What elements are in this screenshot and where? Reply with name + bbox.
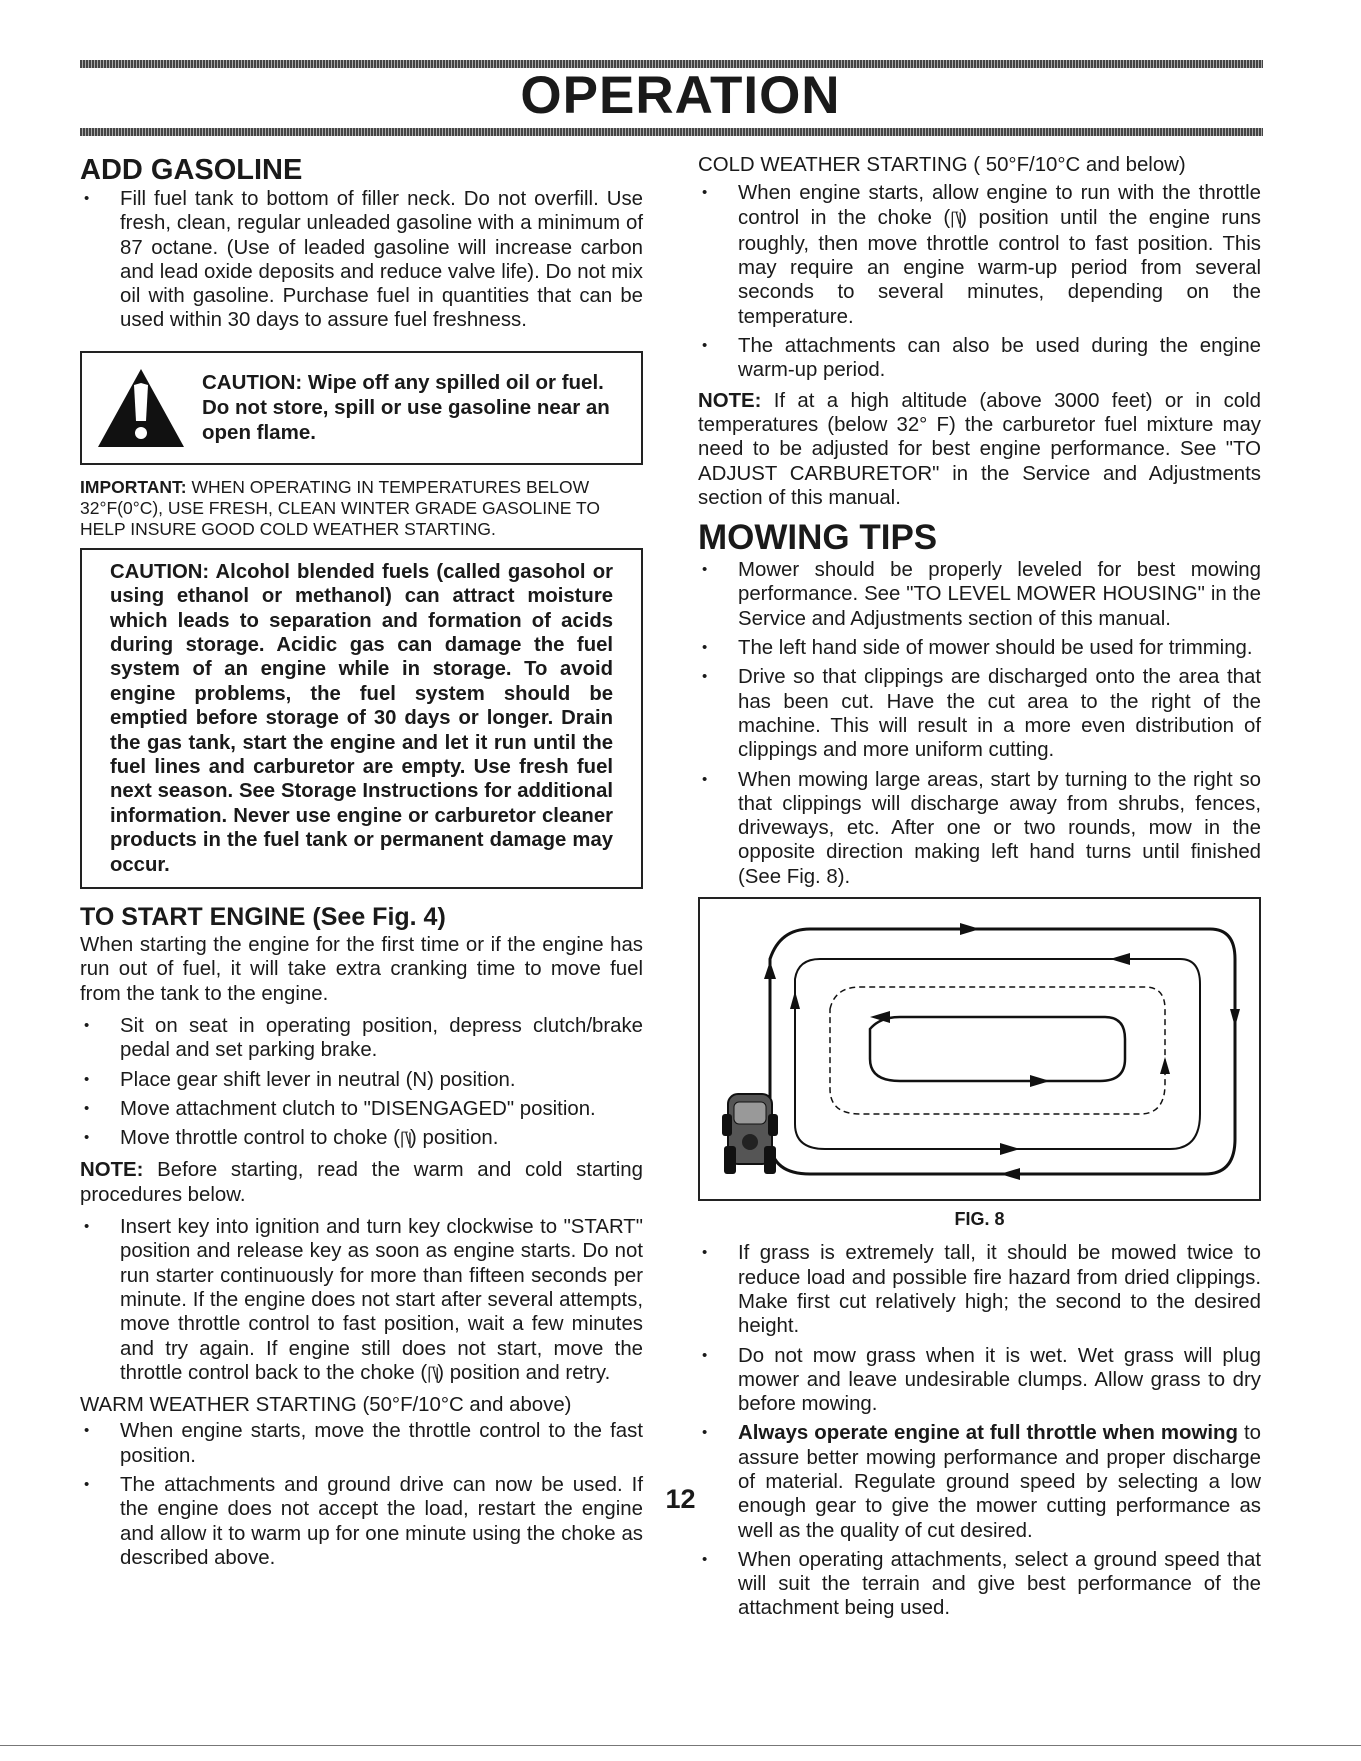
list-item: • Place gear shift lever in neutral (N) position. (80, 1068, 643, 1092)
caution-box-alcohol: CAUTION: Alcohol blended fuels (called gasohol or using ethanol or methanol) can attract moisture which leads to separation and formation of acids during storage. Acidic gas can damage the fuel system of an engine while in storage. To avoid engine problems, the fuel system should be emptied before storage of 30 days or longer. Drain the gas tank, start the engine and let it run until the fuel lines and carburetor are empty. Use fresh fuel next season. See Storage Instructions for additional information. Never use engine or carburetor cleaner products in the fuel tank or permanent damage may occur. (80, 548, 643, 889)
list-item: • When engine starts, move the throttle control to the fast position. (80, 1419, 643, 1468)
warm-weather-heading: WARM WEATHER STARTING (50°F/10°C and above) (80, 1394, 572, 1417)
figure-caption: FIG. 8 (954, 1209, 1005, 1230)
start-engine-intro: When starting the engine for the first time or if the engine has run out of fuel, it will take extra cranking time to move fuel from the tank to the engine. (80, 934, 643, 1005)
step-text: ) position. (410, 1127, 499, 1150)
key-step-list (80, 1215, 643, 1387)
right-column (698, 153, 1261, 1627)
page-number: 12 (665, 1484, 696, 1514)
list-item (80, 1126, 643, 1152)
list-item (698, 1421, 1261, 1542)
important-label: IMPORTANT: (80, 476, 187, 497)
bold-tip-text: Always operate engine at full throttle when mowing (738, 1422, 1238, 1445)
note-text: Before starting, read the warm and cold starting procedures below. (80, 1159, 643, 1206)
list-item: • The attachments can also be used during the engine warm-up period. (698, 334, 1261, 383)
add-gasoline-list (80, 187, 643, 333)
step-text: When engine starts, allow engine to run with the throttle control in the choke ( (738, 182, 1261, 229)
choke-symbol-icon: |‾\| (950, 210, 961, 228)
cold-weather-steps (698, 181, 1261, 382)
figure-8-box (698, 897, 1261, 1201)
list-item (80, 1215, 643, 1387)
start-note (80, 1158, 643, 1207)
note-text: If at a high altitude (above 3000 feet) or in cold temperatures (below 32° F) the carburetor fuel mixture may need to be adjusted for best engine performance. See "TO ADJUST CARBURETOR" in the Service and Adjustments section of this manual. (698, 389, 1261, 509)
note-label: NOTE: (698, 389, 762, 412)
list-item: • Move attachment clutch to "DISENGAGED" position. (80, 1097, 643, 1121)
list-item: • When operating attachments, select a ground speed that will suit the terrain and give best performance of the attachment being used. (698, 1548, 1261, 1621)
note-label: NOTE: (80, 1159, 144, 1182)
mowing-tips-list (698, 558, 1261, 889)
choke-symbol-icon: |‾\| (427, 1365, 438, 1383)
mowing-tips-heading: MOWING TIPS (698, 518, 938, 558)
left-column (80, 153, 643, 1576)
list-item: • If grass is extremely tall, it should be mowed twice to reduce load and possible fire hazard from dried clippings. Make first cut relatively high; the second to the desired height. (698, 1241, 1261, 1338)
start-engine-heading: TO START ENGINE (See Fig. 4) (80, 903, 446, 932)
step-text: ) position and retry. (437, 1361, 611, 1384)
add-gasoline-heading: ADD GASOLINE (80, 154, 303, 186)
list-item: • Drive so that clippings are discharged onto the area that has been cut. Have the cut area to the right of the machine. This will result in a more even distribution of clippings and more uniform cutting. (698, 665, 1261, 762)
tip-text: to assure better mowing performance and proper discharge of material. Regulate ground speed by selecting a low enough gear to give the mower cutting performance as well as the quality of cut desired. (738, 1422, 1261, 1542)
list-item: • The left hand side of mower should be used for trimming. (698, 636, 1261, 660)
important-text: WHEN OPERATING IN TEMPERATURES BELOW 32°F(0°C), USE FRESH, CLEAN WINTER GRADE GASOLINE TO HELP INSURE GOOD COLD WEATHER STARTING. (80, 476, 600, 539)
step-text: Move throttle control to choke ( (120, 1127, 400, 1150)
list-item (698, 181, 1261, 329)
list-item: • Fill fuel tank to bottom of filler neck. Do not overfill. Use fresh, clean, regular unleaded gasoline with a minimum of 87 octane. (Use of leaded gasoline will increase carbon and lead oxide deposits and reduce valve life). Do not mix oil with gasoline. Purchase fuel in quantities that can be used within 30 days to assure fuel freshness. (80, 187, 643, 333)
start-engine-steps (80, 1014, 643, 1152)
mowing-pattern-diagram (700, 899, 1263, 1199)
list-item: • The attachments and ground drive can now be used. If the engine does not accept the load, restart the engine and allow it to warm up for one minute using the choke as described above. (80, 1473, 643, 1570)
riding-mower-icon (720, 1084, 780, 1179)
list-item: • Mower should be properly leveled for best mowing performance. See "TO LEVEL MOWER HOUSING" in the Service and Adjustments section of this manual. (698, 558, 1261, 631)
page-title: OPERATION (520, 66, 841, 125)
mowing-tips-list-2 (698, 1241, 1261, 1620)
footer-rule (0, 1745, 1361, 1746)
cold-weather-heading: COLD WEATHER STARTING ( 50°F/10°C and below) (698, 154, 1186, 176)
header-rule-bottom (80, 128, 1263, 136)
step-text: ) position until the engine runs roughly, then move throttle control to fast position. This may require an engine warm-up period from several seconds to several minutes, depending on the temperature. (738, 206, 1261, 328)
list-item: • Do not mow grass when it is wet. Wet grass will plug mower and leave undesirable clumps. Allow grass to dry before mowing. (698, 1344, 1261, 1417)
important-notice (80, 477, 643, 540)
warning-triangle-icon (96, 367, 186, 449)
caution-box-flame (80, 351, 643, 465)
cold-note (698, 389, 1261, 510)
caution-text: CAUTION: Wipe off any spilled oil or fuel. Do not store, spill or use gasoline near an open flame. (202, 371, 610, 445)
step-text: Insert key into ignition and turn key clockwise to "START" position and release key as soon as engine starts. Do not run starter continuously for more than fifteen seconds per minute. If the engine does not start after several attempts, move throttle control to fast position, wait a few minutes and try again. If engine still does not start, move the throttle control back to the choke ( (120, 1216, 643, 1384)
choke-symbol-icon: |‾\| (399, 1131, 411, 1149)
list-item: • When mowing large areas, start by turning to the right so that clippings will discharge away from shrubs, fences, driveways, etc. After one or two rounds, mow in the opposite direction making left hand turns until finished (See Fig. 8). (698, 768, 1261, 889)
list-item: • Sit on seat in operating position, depress clutch/brake pedal and set parking brake. (80, 1014, 643, 1063)
